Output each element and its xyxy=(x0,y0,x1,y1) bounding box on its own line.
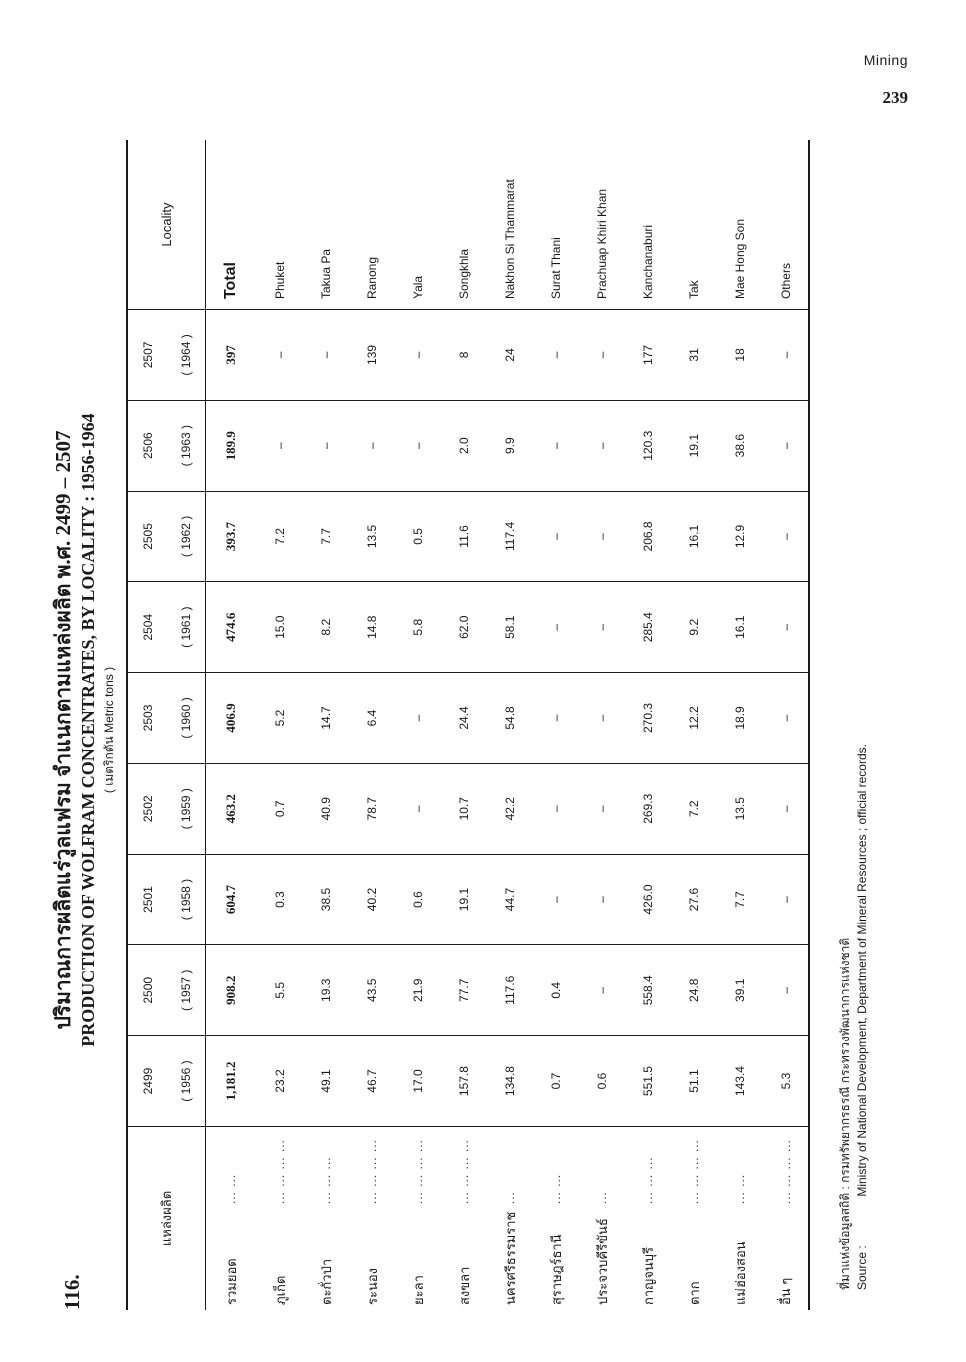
value-cell: – xyxy=(579,310,625,401)
value-cell: 21.9 xyxy=(395,945,441,1036)
value-cell: 78.7 xyxy=(349,763,395,854)
value-cell: 558.4 xyxy=(625,945,671,1036)
locality-english: Mae Hong Son xyxy=(717,140,763,310)
value-cell: 270.3 xyxy=(625,673,671,764)
value-cell: 397 xyxy=(205,310,257,401)
year-ce: ( 1963 ) xyxy=(167,400,205,491)
value-cell: – xyxy=(257,310,303,401)
locality-english: Ranong xyxy=(349,140,395,310)
value-cell: – xyxy=(579,945,625,1036)
value-cell: – xyxy=(395,310,441,401)
leader-dots: ... ... ... ... xyxy=(457,1139,471,1205)
value-cell: – xyxy=(763,582,809,673)
value-cell: 0.6 xyxy=(395,854,441,945)
leader-dots: ... ... ... ... xyxy=(365,1139,379,1205)
year-ce: ( 1957 ) xyxy=(167,945,205,1036)
locality-english: Tak xyxy=(671,140,717,310)
value-cell: 0.7 xyxy=(533,1036,579,1127)
value-cell: 7.2 xyxy=(257,491,303,582)
locality-english: Phuket xyxy=(257,140,303,310)
value-cell: 406.9 xyxy=(205,673,257,764)
value-cell: 27.6 xyxy=(671,854,717,945)
value-cell: 24.4 xyxy=(441,673,487,764)
value-cell: – xyxy=(763,400,809,491)
value-cell: – xyxy=(533,491,579,582)
value-cell: 24 xyxy=(487,310,533,401)
title-thai: ปริมาณการผลิตแร่วูลแฟรม จำแนกตามแหล่งผลิต พ.ศ. 2499 – 2507 xyxy=(51,430,75,1030)
locality-english: Songkhla xyxy=(441,140,487,310)
year-be: 2503 xyxy=(127,673,167,764)
value-cell: 13.5 xyxy=(717,763,763,854)
total-row xyxy=(205,140,257,1310)
value-cell: – xyxy=(579,763,625,854)
value-cell: 54.8 xyxy=(487,673,533,764)
table-row xyxy=(625,140,671,1310)
locality-english: Surat Thani xyxy=(533,140,579,310)
value-cell: 604.7 xyxy=(205,854,257,945)
value-cell: – xyxy=(533,310,579,401)
value-cell: 9.9 xyxy=(487,400,533,491)
value-cell: 139 xyxy=(349,310,395,401)
value-cell: – xyxy=(763,854,809,945)
value-cell: 38.6 xyxy=(717,400,763,491)
year-be: 2502 xyxy=(127,763,167,854)
value-cell: 177 xyxy=(625,310,671,401)
year-be: 2500 xyxy=(127,945,167,1036)
value-cell: 19.1 xyxy=(441,854,487,945)
leader-dots: ... ... ... ... xyxy=(763,1126,809,1209)
table-row xyxy=(487,140,533,1310)
value-cell: – xyxy=(303,310,349,401)
value-cell: 189.9 xyxy=(205,400,257,491)
year-be: 2501 xyxy=(127,854,167,945)
value-cell: 77.7 xyxy=(441,945,487,1036)
value-cell: 51.1 xyxy=(671,1036,717,1127)
source-note xyxy=(837,190,871,1290)
leader-dots: ... xyxy=(503,1191,517,1205)
value-cell: 5.3 xyxy=(763,1036,809,1127)
value-cell: – xyxy=(579,854,625,945)
source-english xyxy=(854,190,871,1290)
locality-header-english: Locality xyxy=(127,140,205,310)
production-table xyxy=(126,140,810,1310)
leader-dots: ... ... ... ... xyxy=(687,1139,701,1205)
year-be: 2505 xyxy=(127,491,167,582)
locality-english: Yala xyxy=(395,140,441,310)
unit-label: ( เมตริกตัน Metric tons ) xyxy=(102,666,116,794)
value-cell: – xyxy=(579,673,625,764)
value-cell: 206.8 xyxy=(625,491,671,582)
value-cell: 42.2 xyxy=(487,763,533,854)
value-cell: 44.7 xyxy=(487,854,533,945)
leader-dots: ... ... xyxy=(733,1173,747,1205)
rotated-table-page xyxy=(50,120,910,1310)
locality-thai: อื่น ๆ xyxy=(763,1209,809,1310)
locality-english: Prachuap Khiri Khan xyxy=(579,140,625,310)
value-cell: 120.3 xyxy=(625,400,671,491)
year-be: 2506 xyxy=(127,400,167,491)
table-row xyxy=(533,140,579,1310)
year-ce: ( 1959 ) xyxy=(167,763,205,854)
table-row xyxy=(763,140,809,1310)
value-cell: 269.3 xyxy=(625,763,671,854)
table-row xyxy=(579,140,625,1310)
locality-thai: ยะลา xyxy=(410,1275,426,1305)
value-cell: 10.7 xyxy=(441,763,487,854)
value-cell: 157.8 xyxy=(441,1036,487,1127)
value-cell: 9.2 xyxy=(671,582,717,673)
value-cell: 0.4 xyxy=(533,945,579,1036)
locality-thai: ระนอง xyxy=(364,1267,380,1305)
locality-thai: ประจวบคีรีขันธ์ xyxy=(594,1218,610,1305)
value-cell: – xyxy=(257,400,303,491)
value-cell: – xyxy=(763,763,809,854)
value-cell: 19.1 xyxy=(671,400,717,491)
year-be: 2504 xyxy=(127,582,167,673)
year-ce: ( 1960 ) xyxy=(167,673,205,764)
value-cell: – xyxy=(533,582,579,673)
leader-dots: ... ... ... ... xyxy=(273,1139,287,1205)
value-cell: 17.0 xyxy=(395,1036,441,1127)
value-cell: 1,181.2 xyxy=(205,1036,257,1127)
locality-thai: ตะกั่วป่า xyxy=(318,1258,334,1305)
value-cell: 15.0 xyxy=(257,582,303,673)
year-ce: ( 1958 ) xyxy=(167,854,205,945)
header-row-be xyxy=(127,140,167,1310)
leader-dots: ... xyxy=(595,1191,609,1205)
value-cell: 16.1 xyxy=(671,491,717,582)
table-row xyxy=(349,140,395,1310)
value-cell: 7.2 xyxy=(671,763,717,854)
locality-thai: นครศรีธรรมราช xyxy=(502,1211,518,1305)
table-row xyxy=(717,140,763,1310)
value-cell: – xyxy=(533,763,579,854)
value-cell: 62.0 xyxy=(441,582,487,673)
value-cell: 5.8 xyxy=(395,582,441,673)
value-cell: 7.7 xyxy=(303,491,349,582)
table-row xyxy=(303,140,349,1310)
value-cell: 8.2 xyxy=(303,582,349,673)
value-cell: 5.2 xyxy=(257,673,303,764)
value-cell: 31 xyxy=(671,310,717,401)
source-thai-text: กรมทรัพยากรธรณี กระทรวงพัฒนาการแห่งชาติ xyxy=(838,937,852,1183)
value-cell: 908.2 xyxy=(205,945,257,1036)
value-cell: 14.7 xyxy=(303,673,349,764)
value-cell: – xyxy=(579,491,625,582)
value-cell: 7.7 xyxy=(717,854,763,945)
source-thai-label: ที่มาแห่งข้อมูลสถิติ : xyxy=(838,1186,852,1290)
year-be: 2499 xyxy=(127,1036,167,1127)
value-cell: – xyxy=(303,400,349,491)
value-cell: 474.6 xyxy=(205,582,257,673)
locality-english: Nakhon Si Thammarat xyxy=(487,140,533,310)
locality-english: Kanchanaburi xyxy=(625,140,671,310)
value-cell: – xyxy=(349,400,395,491)
value-cell: 12.9 xyxy=(717,491,763,582)
table-row xyxy=(671,140,717,1310)
table-body xyxy=(205,140,809,1310)
value-cell: 8 xyxy=(441,310,487,401)
table-row xyxy=(257,140,303,1310)
value-cell: 49.1 xyxy=(303,1036,349,1127)
locality-thai: รวมยอด xyxy=(223,1258,239,1305)
locality-thai: ตาก xyxy=(686,1281,702,1305)
value-cell: 6.4 xyxy=(349,673,395,764)
value-cell: 46.7 xyxy=(349,1036,395,1127)
value-cell: – xyxy=(763,491,809,582)
value-cell: 117.4 xyxy=(487,491,533,582)
source-english-text: Ministry of National Development, Department of Mineral Resources ; official records. xyxy=(855,744,869,1197)
value-cell: – xyxy=(763,945,809,1036)
leader-dots: ... ... ... xyxy=(319,1156,333,1205)
value-cell: – xyxy=(763,310,809,401)
table-number: 116. xyxy=(60,1274,84,1310)
value-cell: 58.1 xyxy=(487,582,533,673)
locality-thai: สงขลา xyxy=(456,1266,472,1305)
leader-dots: ... ... xyxy=(549,1173,563,1205)
title-english: PRODUCTION OF WOLFRAM CONCENTRATES, BY LOCALITY : 1956-1964 xyxy=(78,413,98,1047)
locality-header-thai: แหล่งผลิต xyxy=(127,1126,205,1310)
value-cell: 24.8 xyxy=(671,945,717,1036)
value-cell: 0.6 xyxy=(579,1036,625,1127)
value-cell: 0.3 xyxy=(257,854,303,945)
value-cell: – xyxy=(533,673,579,764)
year-ce: ( 1964 ) xyxy=(167,310,205,401)
page-number: 239 xyxy=(882,88,908,107)
value-cell: 19.3 xyxy=(303,945,349,1036)
value-cell: 117.6 xyxy=(487,945,533,1036)
source-english-label: Source : xyxy=(855,1245,869,1290)
value-cell: 463.2 xyxy=(205,763,257,854)
value-cell: 5.5 xyxy=(257,945,303,1036)
year-ce: ( 1961 ) xyxy=(167,582,205,673)
value-cell: 38.5 xyxy=(303,854,349,945)
value-cell: 39.1 xyxy=(717,945,763,1036)
year-ce: ( 1956 ) xyxy=(167,1036,205,1127)
year-be: 2507 xyxy=(127,310,167,401)
value-cell: 18.9 xyxy=(717,673,763,764)
leader-dots: ... ... ... xyxy=(641,1156,655,1205)
locality-english: Total xyxy=(205,140,257,310)
value-cell: 0.7 xyxy=(257,763,303,854)
value-cell: – xyxy=(395,763,441,854)
locality-thai: กาญจนบุรี xyxy=(640,1247,656,1305)
table-row xyxy=(395,140,441,1310)
section-header: Mining xyxy=(863,52,908,68)
locality-thai: สุราษฎร์ธานี xyxy=(548,1234,564,1305)
value-cell: 551.5 xyxy=(625,1036,671,1127)
value-cell: 393.7 xyxy=(205,491,257,582)
table-row xyxy=(441,140,487,1310)
value-cell: – xyxy=(395,400,441,491)
leader-dots: ... ... ... ... xyxy=(411,1139,425,1205)
value-cell: 43.5 xyxy=(349,945,395,1036)
value-cell: 40.2 xyxy=(349,854,395,945)
value-cell: – xyxy=(533,400,579,491)
locality-english: Others xyxy=(763,140,809,310)
value-cell: 0.5 xyxy=(395,491,441,582)
value-cell: – xyxy=(533,854,579,945)
value-cell: – xyxy=(763,673,809,764)
value-cell: 14.8 xyxy=(349,582,395,673)
value-cell: 13.5 xyxy=(349,491,395,582)
year-ce: ( 1962 ) xyxy=(167,491,205,582)
value-cell: – xyxy=(579,582,625,673)
source-thai xyxy=(837,190,854,1290)
value-cell: 40.9 xyxy=(303,763,349,854)
locality-english: Takua Pa xyxy=(303,140,349,310)
value-cell: 285.4 xyxy=(625,582,671,673)
locality-thai: แม่ฮ่องสอน xyxy=(732,1241,748,1305)
leader-dots: ... ... xyxy=(224,1173,239,1205)
value-cell: 16.1 xyxy=(717,582,763,673)
value-cell: 23.2 xyxy=(257,1036,303,1127)
value-cell: 2.0 xyxy=(441,400,487,491)
locality-thai: ภูเก็ต xyxy=(272,1275,288,1305)
value-cell: 143.4 xyxy=(717,1036,763,1127)
value-cell: 18 xyxy=(717,310,763,401)
value-cell: – xyxy=(395,673,441,764)
value-cell: 426.0 xyxy=(625,854,671,945)
value-cell: – xyxy=(579,400,625,491)
value-cell: 11.6 xyxy=(441,491,487,582)
value-cell: 12.2 xyxy=(671,673,717,764)
value-cell: 134.8 xyxy=(487,1036,533,1127)
